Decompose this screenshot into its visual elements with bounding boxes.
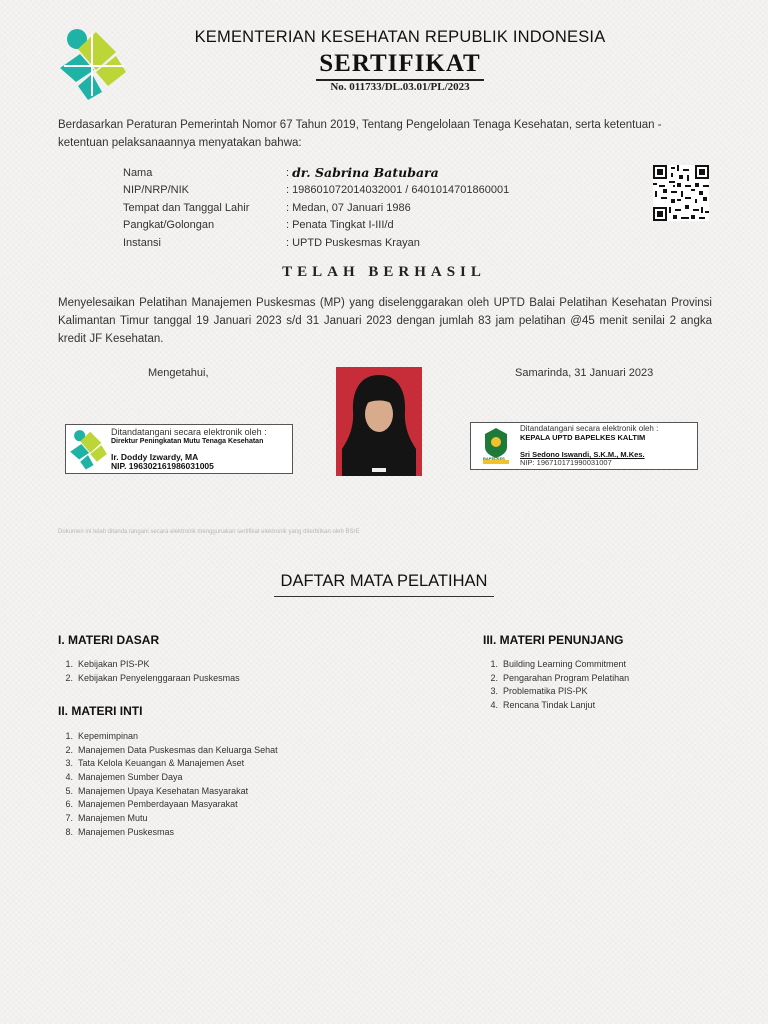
section-materi-dasar bbox=[58, 633, 240, 686]
subject-name: Manajemen Sumber Daya bbox=[78, 772, 183, 783]
list-item: 5. Manajemen Upaya Kesehatan Masyarakat bbox=[58, 786, 278, 800]
section-materi-penunjang bbox=[483, 633, 629, 714]
detail-row-name bbox=[123, 164, 643, 182]
signer-name: Ir. Doddy Izwardy, MA bbox=[111, 452, 199, 462]
acknowledged-label: Mengetahui, bbox=[148, 367, 209, 379]
detail-row-institution bbox=[123, 234, 643, 252]
recipient-details bbox=[123, 164, 643, 252]
subject-name: Pengarahan Program Pelatihan bbox=[503, 672, 630, 683]
subject-list bbox=[483, 659, 629, 714]
subject-name: Building Learning Commitment bbox=[503, 659, 627, 669]
list-item: 2. Pengarahan Program Pelatihan bbox=[483, 673, 629, 687]
detail-row-birth bbox=[123, 199, 643, 217]
subject-name: Manajemen Mutu bbox=[78, 813, 148, 824]
subject-name: Kepemimpinan bbox=[78, 731, 139, 741]
signature-box-right bbox=[470, 422, 698, 470]
subject-list bbox=[58, 731, 278, 841]
subject-name: Kebijakan Penyelenggaraan Puskesmas bbox=[78, 672, 240, 683]
list-item: 8. Manajemen Puskesmas bbox=[58, 827, 278, 841]
section-heading: I. MATERI DASAR bbox=[58, 633, 160, 647]
detail-value: Penata Tingkat I-III/d bbox=[292, 219, 394, 232]
subjects-title: DAFTAR MATA PELATIHAN bbox=[280, 572, 488, 590]
subject-name: Manajemen Data Puskesmas dan Keluarga Sehat bbox=[78, 744, 278, 755]
signer-name: Sri Sedono Iswandi, S.K.M., M.Kes. bbox=[520, 450, 645, 459]
recipient-name: dr. Sabrina Batubara bbox=[292, 165, 439, 181]
certificate-title: SERTIFIKAT bbox=[319, 50, 481, 77]
detail-separator: : bbox=[286, 219, 290, 232]
subject-list bbox=[58, 659, 240, 686]
subject-name: Kebijakan PIS-PK bbox=[78, 659, 150, 669]
signature-box-left bbox=[65, 424, 293, 474]
list-item: 3. Problematika PIS-PK bbox=[483, 686, 629, 700]
detail-row-nip bbox=[123, 182, 643, 200]
subject-name: Manajemen Pemberdayaan Masyarakat bbox=[78, 799, 238, 810]
signer-nip: NIP. 196302161986031005 bbox=[111, 461, 214, 471]
electronic-signature-note: Dokumen ini telah ditanda tangani secara elektronik menggunakan sertifikat elektronik yang diterbitkan oleh BSrE bbox=[58, 529, 360, 535]
subjects-title-underline bbox=[274, 596, 494, 597]
qr-code-icon[interactable] bbox=[653, 165, 709, 221]
signed-label: Ditandatangani secara elektronik oleh : bbox=[520, 424, 659, 433]
list-item: 4. Rencana Tindak Lanjut bbox=[483, 700, 629, 714]
detail-separator: : bbox=[286, 166, 290, 179]
kemenkes-logo-icon bbox=[56, 26, 128, 100]
signer-nip: NIP: 196710171990031007 bbox=[520, 458, 612, 467]
detail-value: UPTD Puskesmas Krayan bbox=[292, 236, 420, 249]
list-item: 3. Tata Kelola Keuangan & Manajemen Aset bbox=[58, 758, 278, 772]
subject-name: Manajemen Upaya Kesehatan Masyarakat bbox=[78, 785, 249, 796]
list-item: 6. Manajemen Pemberdayaan Masyarakat bbox=[58, 799, 278, 813]
ministry-name: KEMENTERIAN KESEHATAN REPUBLIK INDONESIA bbox=[194, 28, 606, 46]
subject-name: Tata Kelola Keuangan & Manajemen Aset bbox=[78, 758, 245, 769]
list-item: 4. Manajemen Sumber Daya bbox=[58, 772, 278, 786]
place-date: Samarinda, 31 Januari 2023 bbox=[515, 367, 654, 379]
detail-separator: : bbox=[286, 201, 290, 214]
certificate-number: No. 011733/DL.03.01/PL/2023 bbox=[330, 81, 470, 93]
section-heading: II. MATERI INTI bbox=[58, 704, 143, 718]
subject-name: Problematika PIS-PK bbox=[503, 686, 588, 697]
detail-value: 198601072014032001 / 6401014701860001 bbox=[292, 184, 510, 197]
signer-position: KEPALA UPTD BAPELKES KALTIM bbox=[520, 433, 646, 442]
bapelkes-logo-text: BAPELKES bbox=[483, 456, 505, 461]
signer-position: Direktur Peningkatan Mutu Tenaga Kesehatan bbox=[111, 438, 264, 445]
subject-name: Manajemen Puskesmas bbox=[78, 826, 175, 837]
detail-label: Tempat dan Tanggal Lahir bbox=[123, 201, 250, 214]
kemenkes-logo-icon bbox=[68, 428, 108, 470]
completion-paragraph: Menyelesaikan Pelatihan Manajemen Puskesmas (MP) yang diselenggarakan oleh UPTD Balai Pelatihan Kesehatan Provinsi Kalimantan Timur tanggal 19 Januari 2023 s/d 31 Januari 2023 dengan jumlah 83 jam pelatihan @45 menit senilai 2 angka kredit JF Kesehatan. bbox=[58, 297, 712, 345]
detail-separator: : bbox=[286, 184, 290, 197]
detail-value: Medan, 07 Januari 1986 bbox=[292, 201, 411, 214]
list-item: 7. Manajemen Mutu bbox=[58, 813, 278, 827]
list-item: 2. Manajemen Data Puskesmas dan Keluarga Sehat bbox=[58, 745, 278, 759]
list-item: 2. Kebijakan Penyelenggaraan Puskesmas bbox=[58, 673, 240, 687]
subject-name: Rencana Tindak Lanjut bbox=[503, 700, 596, 711]
section-materi-inti bbox=[58, 704, 278, 841]
detail-label: Nama bbox=[123, 166, 153, 179]
detail-label: NIP/NRP/NIK bbox=[123, 184, 190, 197]
section-heading: III. MATERI PENUNJANG bbox=[483, 633, 624, 647]
intro-paragraph: Berdasarkan Peraturan Pemerintah Nomor 67 Tahun 2019, Tentang Pengelolaan Tenaga Kesehatan, serta ketentuan - ketentuan pelaksanaannya menyatakan bahwa: bbox=[58, 119, 662, 149]
detail-label: Pangkat/Golongan bbox=[123, 219, 215, 232]
detail-row-rank bbox=[123, 217, 643, 235]
list-item: 1. Kebijakan PIS-PK bbox=[58, 659, 240, 673]
list-item: 1. Kepemimpinan bbox=[58, 731, 278, 745]
detail-separator: : bbox=[286, 236, 290, 249]
recipient-photo bbox=[336, 367, 422, 476]
signed-label: Ditandatangani secara elektronik oleh : bbox=[111, 427, 267, 437]
list-item: 1. Building Learning Commitment bbox=[483, 659, 629, 673]
detail-label: Instansi bbox=[123, 236, 161, 249]
success-heading: TELAH BERHASIL bbox=[282, 264, 486, 280]
